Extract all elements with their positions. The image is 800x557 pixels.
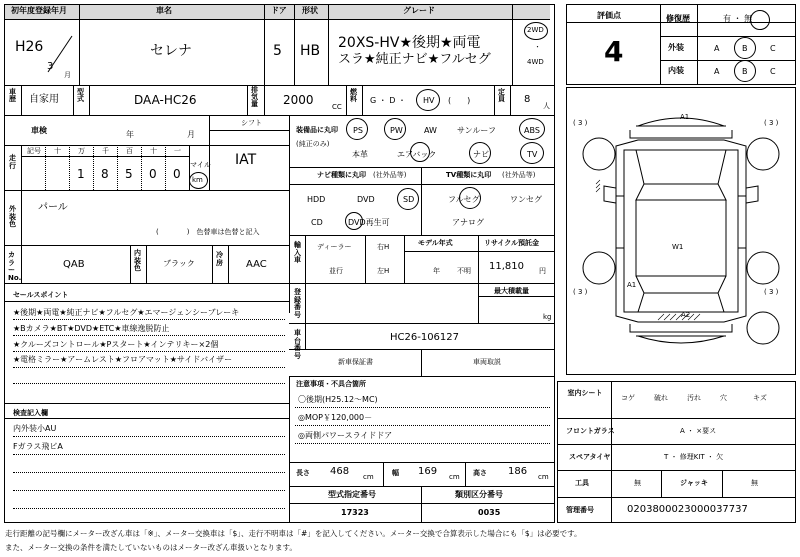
class-no-value: 0035 xyxy=(478,508,501,517)
equip-airbag-circle xyxy=(410,142,430,162)
mileage-head: 記号 xyxy=(27,147,41,155)
tv-fullseg-circle xyxy=(459,187,481,209)
interior-color: ブラック xyxy=(163,259,195,268)
equip-tv-circle xyxy=(520,142,544,164)
exterior-b-circle xyxy=(734,37,756,59)
interior-b-circle xyxy=(734,60,756,82)
condition-box xyxy=(557,381,796,523)
width-unit: cm xyxy=(449,473,460,481)
reg-no-label: 登録番号 xyxy=(294,288,301,320)
tire-mark-fl: ( 3 ) xyxy=(573,119,588,127)
mileage-digit: 1 xyxy=(77,167,85,181)
height-label: 高さ xyxy=(473,469,487,477)
length-unit: cm xyxy=(363,473,374,481)
equip-pw: PW xyxy=(390,126,403,135)
width-value: 169 xyxy=(418,466,438,477)
body-shape: HB xyxy=(300,43,321,59)
tire-mark-fl-value: 3 xyxy=(577,119,583,127)
mileage-digit: 0 xyxy=(173,167,181,181)
grade-line1: 20XS-HV★後期★両電 xyxy=(338,35,481,51)
inspection-label: 車検 xyxy=(31,126,47,135)
grade-label: グレード xyxy=(403,6,435,15)
inspector-line-1: 内外装小AU xyxy=(13,424,57,433)
exterior-a: A xyxy=(714,44,720,53)
displacement-value: 2000 xyxy=(283,93,314,107)
navi-dvd-play-circle xyxy=(345,212,363,230)
sales-points-label: セールスポイント xyxy=(13,291,69,299)
color-code-label: カラーNo. xyxy=(8,251,22,283)
mark-a1-front: A1 xyxy=(680,113,690,121)
notes-label: 注意事項・不具合箇所 xyxy=(296,380,366,388)
capacity-unit: 人 xyxy=(543,102,550,110)
drive-2wd: 2WD xyxy=(527,26,544,34)
sheet-item: コゲ xyxy=(621,394,635,402)
type-no-value: 17323 xyxy=(341,508,369,517)
equip-aw: AW xyxy=(424,126,437,135)
import-label: 輸入車 xyxy=(294,241,301,265)
color-note: ( ) 色替車は色替と記入 xyxy=(156,228,260,236)
mileage-digit: 0 xyxy=(149,167,157,181)
equip-airbag: エアバック xyxy=(397,150,437,159)
mgmt-label: 管理番号 xyxy=(566,506,594,514)
interior-color-label: 内装色 xyxy=(134,249,141,273)
reg-month: 3 xyxy=(47,61,54,72)
exterior-b: B xyxy=(742,44,748,53)
recycle-yen: 円 xyxy=(539,267,546,275)
inspector-label: 検査記入欄 xyxy=(13,409,48,417)
repair-none-circle xyxy=(750,10,770,30)
exterior-c: C xyxy=(770,44,776,53)
interior-b: B xyxy=(742,67,748,76)
equip-navi-circle xyxy=(469,142,491,164)
equip-abs-circle xyxy=(519,118,545,140)
spare-label: スペアタイヤ xyxy=(569,453,611,461)
usage-value: 自家用 xyxy=(29,94,59,105)
reg-month-unit: 月 xyxy=(64,71,71,79)
note-line-2: ◎MOP￥120,000－ xyxy=(298,413,373,422)
usage-label: 車歴 xyxy=(9,88,16,103)
left-sheet xyxy=(4,4,555,523)
capacity-value: 8 xyxy=(524,94,531,105)
door-count: 5 xyxy=(273,43,282,59)
manual-label: 車両取説 xyxy=(473,358,501,366)
fuel-label: 燃料 xyxy=(350,88,357,103)
model-year-unknown: 不明 xyxy=(457,267,471,275)
capacity-label: 定員 xyxy=(498,88,505,103)
glass-label: フロントガラス xyxy=(566,427,615,435)
drive-dot: ・ xyxy=(534,43,541,51)
fuel-paren: ( ) xyxy=(448,96,471,105)
interior-a: A xyxy=(714,67,720,76)
inspector-line-2: Fガラス飛ビA xyxy=(13,442,63,451)
color-label: 外装色 xyxy=(9,205,16,229)
tv-fullseg: フルセグ xyxy=(448,195,480,204)
repair-label: 修復歴 xyxy=(666,14,690,23)
load-label: 最大積載量 xyxy=(494,287,529,295)
load-unit: kg xyxy=(543,313,552,321)
import-left: 左H xyxy=(377,267,390,275)
jack-value: 無 xyxy=(751,479,758,487)
chassis-label: 車台番号 xyxy=(294,329,301,361)
navi-sub: (社外品等) xyxy=(373,171,407,179)
exterior-label: 外装 xyxy=(668,43,684,52)
import-parallel: 並行 xyxy=(329,267,343,275)
import-right: 右H xyxy=(377,243,390,251)
length-label: 長さ xyxy=(296,469,310,477)
mileage-digit: 8 xyxy=(101,167,109,181)
navi-sd: SD xyxy=(403,195,415,204)
warranty-label: 新車保証書 xyxy=(338,358,373,366)
tire-mark-rl: ( 3 ) xyxy=(573,288,588,296)
sheet-item: 汚れ xyxy=(687,394,701,402)
car-name: セレナ xyxy=(150,43,192,59)
repair-options: 有 ・ 無 xyxy=(723,14,753,23)
model-value: DAA-HC26 xyxy=(134,93,197,107)
drive-4wd: 4WD xyxy=(527,58,544,66)
mark-a1-side: A1 xyxy=(627,281,637,289)
sales-point-4: ★電格ミラー★アームレスト★フロアマット★サイドバイザー xyxy=(13,355,233,364)
km-label: km xyxy=(192,176,203,184)
sheet-item: 破れ xyxy=(654,394,668,402)
tools-label: 工具 xyxy=(575,479,589,487)
shape-label: 形状 xyxy=(302,6,318,15)
interior-c: C xyxy=(770,67,776,76)
shift-value: IAT xyxy=(235,152,257,168)
color-value: パール xyxy=(38,202,68,213)
tools-value: 無 xyxy=(634,479,641,487)
equip-pw-circle xyxy=(384,118,406,140)
spare-value: T ・ 修理KIT ・ 欠 xyxy=(664,453,724,461)
width-label: 幅 xyxy=(392,469,399,477)
tire-mark-rl-value: 3 xyxy=(577,288,583,296)
mgmt-value: 0203800023000037737 xyxy=(627,504,748,515)
jack-label: ジャッキ xyxy=(680,479,708,487)
score-value: 4 xyxy=(604,35,624,68)
height-value: 186 xyxy=(508,466,528,477)
fuel-hv-circle xyxy=(416,89,440,111)
import-dealer: ディーラー xyxy=(317,243,352,251)
car-name-label: 車名 xyxy=(156,6,172,15)
inspection-month-unit: 月 xyxy=(187,130,195,139)
mark-w1: W1 xyxy=(672,243,684,251)
type-no-label: 型式指定番号 xyxy=(328,490,376,499)
equip-tv: TV xyxy=(527,150,538,159)
model-year-label: モデル年式 xyxy=(418,239,453,247)
tv-oneseg: ワンセグ xyxy=(510,195,542,204)
navi-cd: CD xyxy=(311,218,323,227)
shift-label: シフト xyxy=(241,119,262,127)
mileage-head: 万 xyxy=(78,147,85,155)
door-label: ドア xyxy=(271,6,287,15)
equip-abs: ABS xyxy=(524,126,540,135)
score-label: 評価点 xyxy=(597,11,621,20)
navi-dvd-play: DVD再生可 xyxy=(348,218,390,227)
sales-point-1: ★後期★両電★純正ナビ★フルセグ★エマージェンシーブレーキ xyxy=(13,308,240,317)
sales-point-3: ★クルーズコントロール★Pスタート★インテリキー×2個 xyxy=(13,340,219,349)
model-year-unit: 年 xyxy=(433,267,440,275)
equip-navi: ナビ xyxy=(473,150,489,159)
mileage-head: 十 xyxy=(54,147,61,155)
equip-sunroof: サンルーフ xyxy=(457,126,496,135)
tv-analog: アナログ xyxy=(452,218,484,227)
class-no-label: 類別区分番号 xyxy=(455,490,503,499)
navi-sd-circle xyxy=(397,188,419,210)
sales-point-2: ★Bカメラ★BT★DVD★ETC★車線逸脱防止 xyxy=(13,324,170,333)
footer-line-2: また、メーター交換の条件を満たしていないものはメーター改ざん車扱いとなります。 xyxy=(5,543,297,552)
length-value: 468 xyxy=(330,466,350,477)
sheet-item: キズ xyxy=(753,394,767,402)
fuel-options: G ・ D ・ xyxy=(370,96,406,105)
mile-label: マイル xyxy=(190,161,211,169)
color-code: QAB xyxy=(63,259,85,270)
fuel-hv: HV xyxy=(423,96,435,105)
mileage-digit: 5 xyxy=(125,167,133,181)
mileage-head: 一 xyxy=(174,147,181,155)
grade-line2: スラ★純正ナビ★フルセグ xyxy=(338,52,491,67)
tire-mark-fr: ( 3 ) xyxy=(764,119,779,127)
mileage-head: 千 xyxy=(102,147,109,155)
tire-mark-rr-value: 3 xyxy=(768,288,774,296)
note-line-1: 〇後期(H25.12～MC) xyxy=(298,395,378,404)
navi-label: ナビ種類に丸印 xyxy=(317,171,366,179)
equipment-sublabel: (純正のみ) xyxy=(296,140,330,148)
reg-year: H26 xyxy=(15,39,44,55)
equipment-label: 装備品に丸印 xyxy=(296,126,338,134)
chassis-value: HC26-106127 xyxy=(390,332,460,343)
height-unit: cm xyxy=(538,473,549,481)
sheet-item: 穴 xyxy=(720,394,727,402)
note-line-3: ◎両側パワースライドドア xyxy=(298,431,393,440)
interior-label: 内装 xyxy=(668,66,684,75)
reg-date-label: 初年度登録年月 xyxy=(11,6,67,15)
navi-dvd: DVD xyxy=(357,195,375,204)
navi-hdd: HDD xyxy=(307,195,326,204)
cc-unit: CC xyxy=(332,103,342,111)
equip-ps: PS xyxy=(353,126,363,135)
inspection-year-unit: 年 xyxy=(126,130,134,139)
glass-value: A ・ ×要ス xyxy=(680,427,717,435)
mark-a2: A2 xyxy=(681,311,691,319)
sheet-label: 室内シート xyxy=(567,389,603,397)
recycle-value: 11,810 xyxy=(489,261,524,272)
tv-sub: (社外品等) xyxy=(502,171,536,179)
equip-ps-circle xyxy=(346,118,368,140)
mileage-label: 走行 xyxy=(9,154,16,170)
footer-line-1: 走行距離の記号欄にメーター改ざん車は「※」、メーター交換車は「$」、走行不明車は「#」を記入してください。メーター交換で合算表示した場合にも「$」は必要です。 xyxy=(5,529,582,538)
tv-label: TV種類に丸印 xyxy=(446,171,492,179)
equip-leather: 本革 xyxy=(352,150,368,159)
mileage-head: 百 xyxy=(126,147,133,155)
model-label: 型式 xyxy=(77,88,84,103)
recycle-label: リサイクル預託金 xyxy=(484,239,540,247)
mileage-head: 十 xyxy=(150,147,157,155)
car-damage-diagram xyxy=(566,88,796,374)
tire-mark-rr: ( 3 ) xyxy=(764,288,779,296)
tire-mark-fr-value: 3 xyxy=(768,119,774,127)
ac-label: 冷房 xyxy=(216,251,223,267)
ac-value: AAC xyxy=(246,259,267,270)
displacement-label: 排気量 xyxy=(251,86,258,108)
